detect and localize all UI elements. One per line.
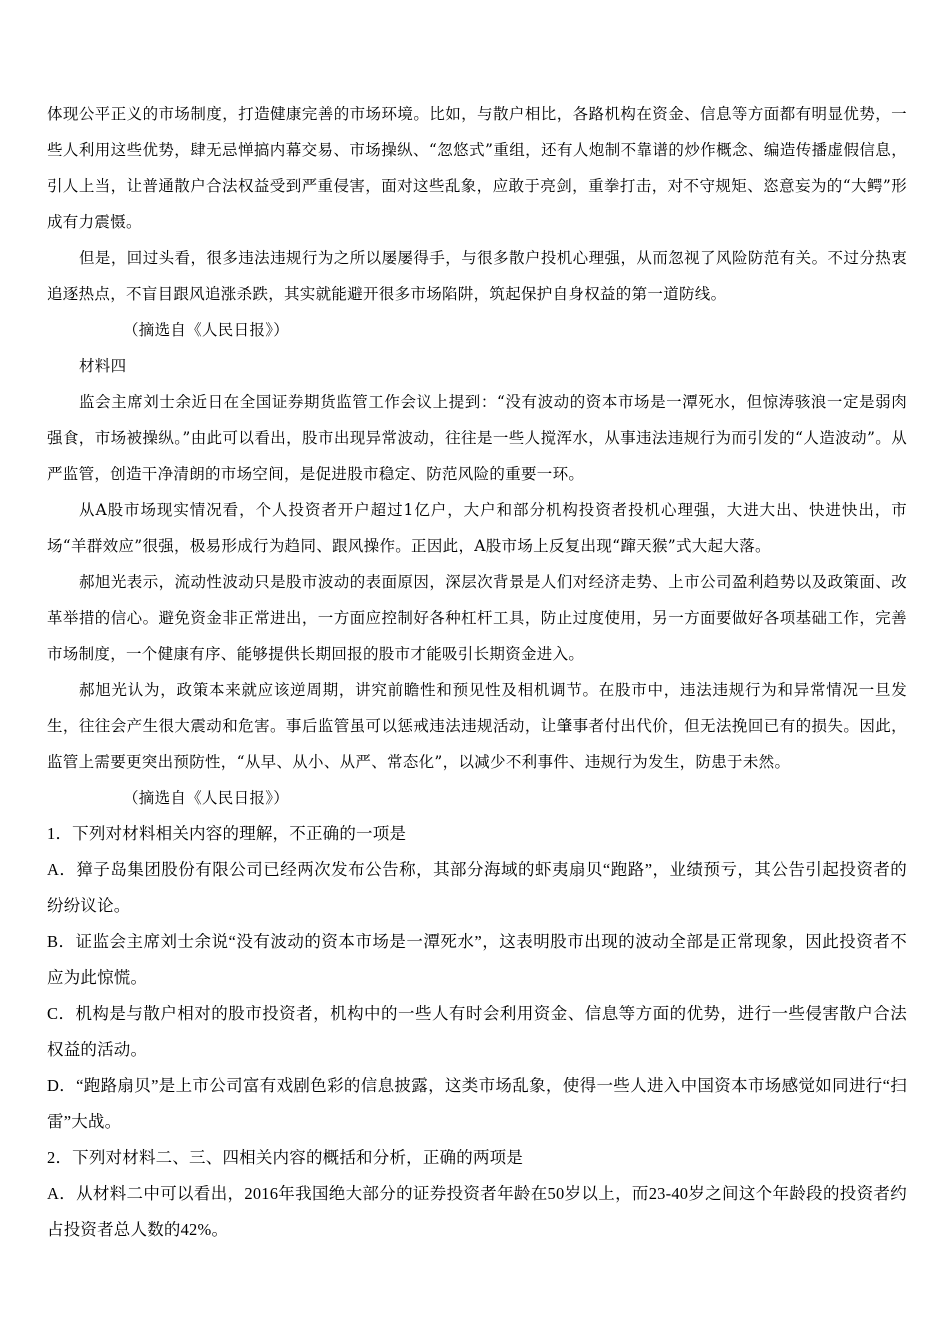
question-option-b: B．证监会主席刘士余说“没有波动的资本市场是一潭死水”，这表明股市出现的波动全部是正常现象，因此投资者不应为此惊慌。 [47,932,907,987]
question-option-a: A．獐子岛集团股份有限公司已经两次发布公告称，其部分海域的虾夷扇贝“跑路”，业绩预亏，其公告引起投资者的纷纷议论。 [47,860,907,915]
material4-source: （摘选自《人民日报》） [123,789,290,807]
material3-source: （摘选自《人民日报》） [123,321,290,339]
material4-paragraph: 郝旭光表示，流动性波动只是股市波动的表面原因，深层次背景是人们对经济走势、上市公司盈利趋势以及政策面、改革举措的信心。避免资金非正常进出，一方面应控制好各种杠杆工具，防止过度使用，另一方面要做好各项基础工作，完善市场制度，一个健康有序、能够提供长期回报的股市才能吸引长期资金进入。 [47,573,907,663]
question-stem: 2．下列对材料二、三、四相关内容的概括和分析，正确的两项是 [47,1148,524,1167]
material4-heading: 材料四 [79,357,127,375]
material4-paragraph: 郝旭光认为，政策本来就应该逆周期，讲究前瞻性和预见性及相机调节。在股市中，违法违规行为和异常情况一旦发生，往往会产生很大震动和危害。事后监管虽可以惩戒违法违规活动，让肇事者付出代价，但无法挽回已有的损失。因此，监管上需要更突出预防性，“从早、从小、从严、常态化”，以减少不利事件、违规行为发生，防患于未然。 [47,681,907,771]
question-2 [47,1140,907,1248]
question-option-c: C．机构是与散户相对的股市投资者，机构中的一些人有时会利用资金、信息等方面的优势，进行一些侵害散户合法权益的活动。 [47,1004,907,1059]
question-option-a: A．从材料二中可以看出，2016年我国绝大部分的证券投资者年龄在50岁以上，而23-40岁之间这个年龄段的投资者约占投资者总人数的42%。 [47,1184,907,1239]
material3-paragraph: 但是，回过头看，很多违法违规行为之所以屡屡得手，与很多散户投机心理强，从而忽视了风险防范有关。不过分热衷追逐热点，不盲目跟风追涨杀跌，其实就能避开很多市场陷阱，筑起保护自身权益的第一道防线。 [47,249,907,303]
question-option-d: D．“跑路扇贝”是上市公司富有戏剧色彩的信息披露，这类市场乱象，使得一些人进入中国资本市场感觉如同进行“扫雷”大战。 [47,1076,907,1131]
question-1 [47,816,907,1140]
question-stem: 1．下列对材料相关内容的理解，不正确的一项是 [47,824,407,843]
material4-paragraph: 从A股市场现实情况看，个人投资者开户超过1亿户，大户和部分机构投资者投机心理强，大进大出、快进快出，市场“羊群效应”很强，极易形成行为趋同、跟风操作。正因此，A股市场上反复出现“蹿天猴”式大起大落。 [47,501,907,555]
reading-passage [47,96,907,1248]
material3-paragraph: 体现公平正义的市场制度，打造健康完善的市场环境。比如，与散户相比，各路机构在资金、信息等方面都有明显优势，一些人利用这些优势，肆无忌惮搞内幕交易、市场操纵、“忽悠式”重组，还有人炮制不靠谱的炒作概念、编造传播虚假信息，引人上当，让普通散户合法权益受到严重侵害，面对这些乱象，应敢于亮剑，重拳打击，对不守规矩、恣意妄为的“大鳄”形成有力震慑。 [47,105,907,231]
material4-paragraph: 监会主席刘士余近日在全国证券期货监管工作会议上提到：“没有波动的资本市场是一潭死水，但惊涛骇浪一定是弱肉强食，市场被操纵。”由此可以看出，股市出现异常波动，往往是一些人搅浑水，从事违法违规行为而引发的“人造波动”。从严监管，创造干净清朗的市场空间，是促进股市稳定、防范风险的重要一环。 [47,393,907,483]
